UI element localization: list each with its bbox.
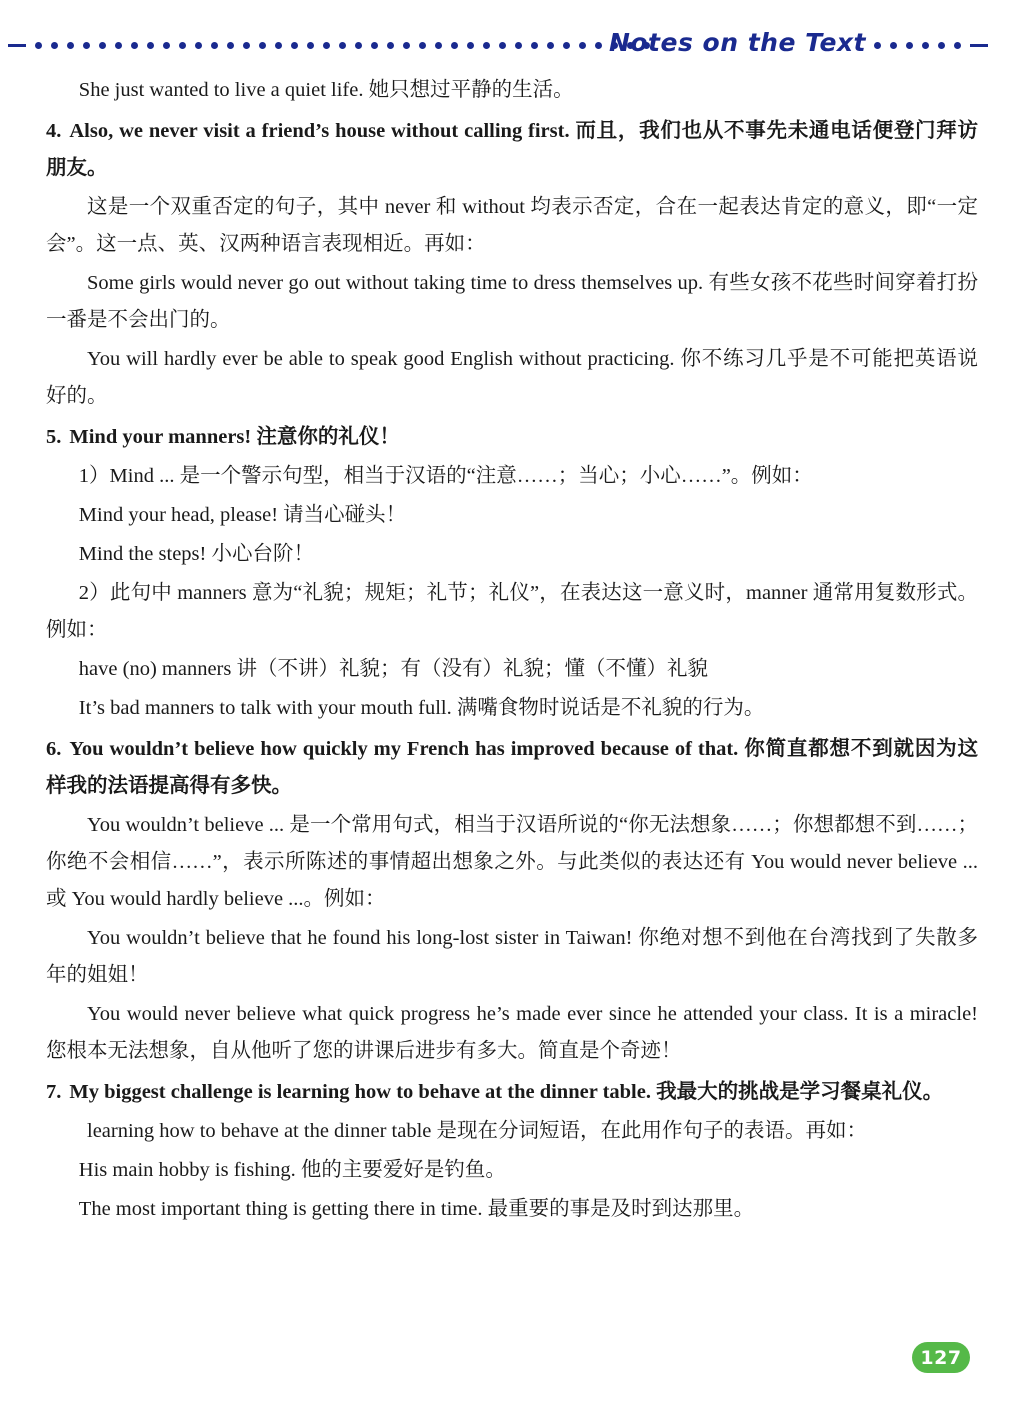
header-dot — [211, 42, 218, 49]
header-dot — [954, 42, 961, 49]
header-dot — [291, 42, 298, 49]
header-dot — [243, 42, 250, 49]
header-dot — [131, 42, 138, 49]
page-content — [46, 58, 978, 1228]
header-dot — [467, 42, 474, 49]
header-dot — [259, 42, 266, 49]
header-dot — [371, 42, 378, 49]
page-header — [46, 0, 978, 58]
note-item-4-number: 4. — [46, 120, 62, 142]
header-dot — [435, 42, 442, 49]
note-item-4-heading-text: Also, we never visit a friend’s house without calling first. 而且，我们也从不事先未通电话便登门拜访朋友。 — [46, 120, 978, 179]
header-dot — [499, 42, 506, 49]
header-dot — [227, 42, 234, 49]
note-item-4-example-1: Some girls would never go out without taking time to dress themselves up. 有些女孩不花些时间穿着打扮一番是不会出门的。 — [46, 272, 978, 331]
header-dot — [890, 42, 897, 49]
header-dot — [147, 42, 154, 49]
header-dot — [403, 42, 410, 49]
header-dot — [563, 42, 570, 49]
header-dot — [874, 42, 881, 49]
header-dot — [451, 42, 458, 49]
note-item-6-example-2: You would never believe what quick progress he’s made ever since he attended your class. It is a miracle! 您根本无法想象，自从他听了您的讲课后进步有多大。简直是个奇迹！ — [46, 1003, 978, 1062]
note-item-5-example-1: Mind your head, please! 请当心碰头！ — [78, 504, 407, 526]
note-item-5-number: 5. — [46, 426, 62, 448]
page-number-badge: 127 — [912, 1342, 970, 1373]
header-dot — [83, 42, 90, 49]
header-dot — [163, 42, 170, 49]
header-dot — [387, 42, 394, 49]
header-dot — [579, 42, 586, 49]
note-item-4-para-1: 这是一个双重否定的句子，其中 never 和 without 均表示否定，合在一起表达肯定的意义，即“一定会”。这一点、英、汉两种语言表现相近。再如： — [46, 196, 978, 255]
note-item-5-example-3: have (no) manners 讲（不讲）礼貌；有（没有）礼貌；懂（不懂）礼貌 — [78, 658, 708, 680]
note-item-6-number: 6. — [46, 738, 62, 760]
text-line-top: She just wanted to live a quiet life. 她只想过平静的生活。 — [78, 79, 574, 101]
header-dot — [179, 42, 186, 49]
header-dash — [970, 44, 988, 47]
header-dot — [275, 42, 282, 49]
header-dot — [938, 42, 945, 49]
header-dot — [323, 42, 330, 49]
header-dot — [99, 42, 106, 49]
header-dots-right — [874, 40, 1024, 50]
header-dot — [35, 42, 42, 49]
note-item-7-example-2: The most important thing is getting there in time. 最重要的事是及时到达那里。 — [78, 1198, 755, 1220]
header-dot — [339, 42, 346, 49]
header-dot — [483, 42, 490, 49]
note-item-4-example-2: You will hardly ever be able to speak good English without practicing. 你不练习几乎是不可能把英语说好的。 — [46, 348, 978, 407]
header-dot — [115, 42, 122, 49]
header-dot — [515, 42, 522, 49]
header-dash — [8, 44, 26, 47]
header-dot — [531, 42, 538, 49]
note-item-6-example-1: You wouldn’t believe that he found his long-lost sister in Taiwan! 你绝对想不到他在台湾找到了失散多年的姐姐！ — [46, 927, 978, 986]
note-item-6-heading-text: You wouldn’t believe how quickly my French has improved because of that. 你简直都想不到就因为这样我的法语提高得有多快。 — [46, 738, 978, 797]
header-dot — [307, 42, 314, 49]
header-dots-left — [8, 40, 678, 50]
note-item-5-heading — [46, 419, 978, 456]
note-item-7-heading — [46, 1074, 978, 1111]
note-item-7-para-1: learning how to behave at the dinner table 是现在分词短语，在此用作句子的表语。再如： — [87, 1120, 868, 1142]
header-dot — [195, 42, 202, 49]
page-title: Notes on the Text — [608, 28, 866, 57]
header-dot — [922, 42, 929, 49]
note-item-6-para-1: You wouldn’t believe ... 是一个常用句式，相当于汉语所说的“你无法想象……；你想都想不到……；你绝不会相信……”，表示所陈述的事情超出想象之外。与此类似的表达还有 You would never believe ... 或 You would hardly believe ...。例如： — [46, 814, 978, 910]
header-dot — [67, 42, 74, 49]
note-item-7-number: 7. — [46, 1081, 62, 1103]
note-item-5-sub-1: 1）Mind ... 是一个警示句型，相当于汉语的“注意……；当心；小心……”。例如： — [78, 465, 813, 487]
note-item-5-example-4: It’s bad manners to talk with your mouth full. 满嘴食物时说话是不礼貌的行为。 — [78, 697, 765, 719]
note-item-5-sub-2: 2）此句中 manners 意为“礼貌；规矩；礼节；礼仪”，在表达这一意义时，manner 通常用复数形式。例如： — [46, 582, 978, 641]
note-item-4-heading — [46, 113, 978, 187]
header-dot — [419, 42, 426, 49]
header-dot — [595, 42, 602, 49]
note-item-7-heading-text: My biggest challenge is learning how to behave at the dinner table. 我最大的挑战是学习餐桌礼仪。 — [69, 1081, 944, 1103]
header-dot — [355, 42, 362, 49]
header-dot — [51, 42, 58, 49]
note-item-5-heading-text: Mind your manners! 注意你的礼仪！ — [69, 426, 400, 448]
note-item-5-example-2: Mind the steps! 小心台阶！ — [78, 543, 314, 565]
header-dot — [906, 42, 913, 49]
note-item-7-example-1: His main hobby is fishing. 他的主要爱好是钓鱼。 — [78, 1159, 506, 1181]
header-dot — [547, 42, 554, 49]
note-item-6-heading — [46, 731, 978, 805]
